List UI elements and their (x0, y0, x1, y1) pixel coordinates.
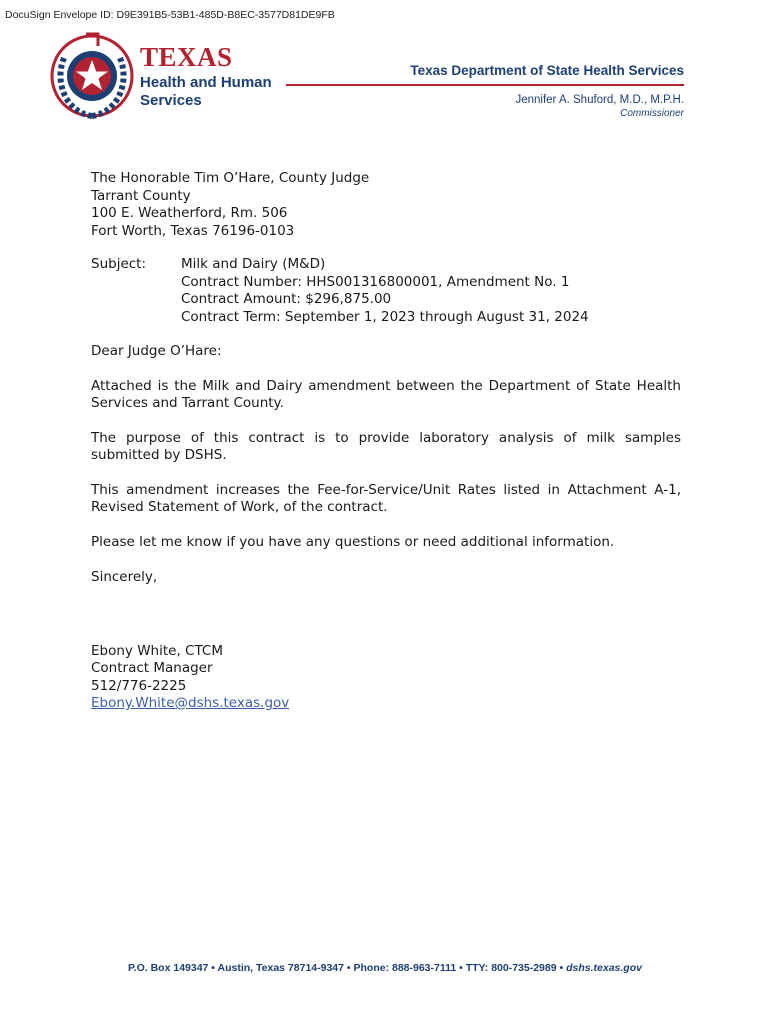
footer-website[interactable]: dshs.texas.gov (566, 962, 642, 974)
paragraph-2: The purpose of this contract is to provide laboratory analysis of milk samples submitted by DSHS. (91, 429, 681, 463)
paragraph-1: Attached is the Milk and Dairy amendment between the Department of State Health Services and Tarrant County. (91, 377, 681, 411)
recipient-line-3: 100 E. Weatherford, Rm. 506 (91, 205, 288, 221)
paragraph-3: This amendment increases the Fee-for-Service/Unit Rates listed in Attachment A-1, Revised Statement of Work, of the contract. (91, 481, 681, 515)
commissioner-title: Commissioner (620, 108, 684, 119)
closing: Sincerely, (91, 569, 158, 585)
texas-seal-icon (50, 30, 134, 126)
footer-address: P.O. Box 149347 • Austin, Texas 78714-9347 • Phone: 888-963-7111 • TTY: 800-735-2989 • (128, 962, 567, 974)
docusign-envelope-id: DocuSign Envelope ID: D9E391B5-53B1-485D-B8EC-3577D81DE9FB (5, 9, 335, 21)
footer (0, 962, 770, 974)
signer-title: Contract Manager (91, 660, 213, 676)
letter-body (91, 170, 681, 713)
department-name: Texas Department of State Health Services (410, 63, 684, 78)
signature-block (91, 643, 681, 713)
brand-agency (140, 74, 272, 110)
recipient-line-2: Tarrant County (91, 187, 191, 204)
hhs-logo (50, 30, 290, 126)
signer-email-link[interactable]: Ebony.White@dshs.texas.gov (91, 695, 290, 711)
salutation: Dear Judge O’Hare: (91, 343, 222, 359)
subject-details (181, 256, 589, 326)
brand-texas: TEXAS (140, 42, 233, 72)
brand-line-3: Services (140, 92, 202, 109)
subject-block (91, 256, 681, 326)
subject-line-3: Contract Amount: $296,875.00 (181, 291, 392, 307)
recipient-line-4: Fort Worth, Texas 76196-0103 (91, 222, 295, 239)
header-rule (286, 84, 684, 86)
subject-label: Subject: (91, 256, 147, 272)
subject-line-1: Milk and Dairy (M&D) (181, 256, 326, 272)
brand-line-2: Health and Human (140, 74, 272, 91)
signer-phone: 512/776-2225 (91, 677, 187, 694)
recipient-line-1: The Honorable Tim O’Hare, County Judge (91, 170, 370, 186)
paragraph-4: Please let me know if you have any questions or need additional information. (91, 533, 615, 550)
signer-name: Ebony White, CTCM (91, 642, 223, 659)
subject-line-4: Contract Term: September 1, 2023 through August 31, 2024 (181, 308, 589, 325)
commissioner-name: Jennifer A. Shuford, M.D., M.P.H. (515, 94, 684, 106)
recipient-address (91, 170, 681, 240)
commissioner-block (515, 94, 684, 119)
subject-line-2: Contract Number: HHS001316800001, Amendment No. 1 (181, 273, 570, 290)
